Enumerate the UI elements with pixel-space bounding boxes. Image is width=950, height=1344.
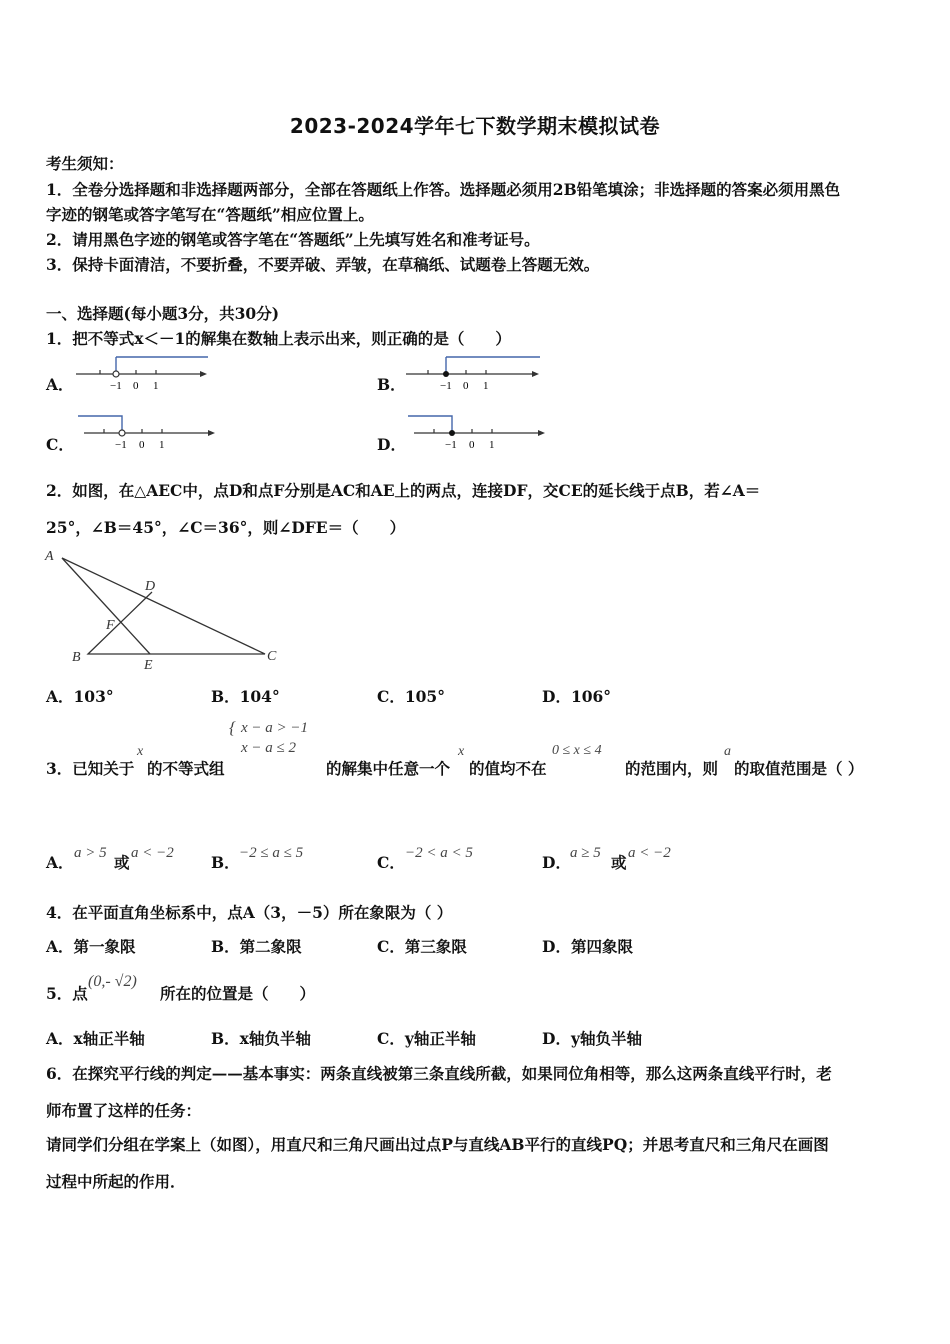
tick-label: 1 [153,380,159,392]
axis-arrow [208,430,215,436]
point-label: E [144,658,153,673]
q1-option-d-numberline [400,410,545,452]
closed-point [449,430,455,436]
q3-option-b-label: B． [211,853,240,872]
tick-label: −1 [440,380,452,392]
question-6-line: 请同学们分组在学案上（如图），用直尺和三角尺画出过点P与直线AB平行的直线PQ；并思考直尺和三角尺在画图 [46,1135,829,1154]
question-3-text: 的范围内，则 [625,759,719,778]
q2-triangle-figure [40,544,290,676]
solution-bracket [408,416,452,433]
q1-option-b-label: B． [377,375,406,394]
notice-item: 3．保持卡面清洁，不要折叠，不要弄破、弄皱，在草稿纸、试题卷上答题无效。 [46,255,600,274]
q3-option-a-part2: a < −2 [131,845,174,861]
q1-option-c-label: C． [46,435,74,454]
question-6-line: 6．在探究平行线的判定——基本事实：两条直线被第三条直线所截，如果同位角相等，那么这两条直线平行时，老 [46,1064,832,1083]
question-3-text: 的不等式组 [147,759,225,778]
q1-option-b-numberline [400,352,545,394]
axis-arrow [532,371,539,377]
section-heading: 一、选择题(每小题3分，共30分) [46,304,280,323]
question-2-stem: 25°，∠B＝45°，∠C＝36°，则∠DFE＝（ ） [46,518,406,537]
solution-bracket [78,416,122,433]
q3-option-d-part2: a < −2 [628,845,671,861]
notice-item: 字迹的钢笔或答字笔写在“答题纸”相应位置上。 [46,205,374,224]
q3-option-c-label: C． [377,853,405,872]
tick-label: 1 [159,439,165,451]
question-5-prefix: 5．点 [46,984,88,1003]
q3-option-d-or: 或 [611,853,627,872]
triangle-lines [62,558,265,654]
q4-option: D．第四象限 [542,937,633,956]
q3-option-b-part1: −2 ≤ a ≤ 5 [239,845,304,861]
q4-option: C．第三象限 [377,937,467,956]
q3-option-a-part1: a > 5 [74,845,107,861]
tick-label: −1 [445,439,457,451]
point-label: D [145,579,156,594]
open-point [113,371,119,377]
tick-label: 1 [483,380,489,392]
q3-system-line-1: x − a > −1 [241,720,309,736]
q3-option-c-part1: −2 < a < 5 [405,845,473,861]
point-label: F [106,618,115,633]
q5-option: C．y轴正半轴 [377,1029,476,1048]
q3-option-a-label: A． [46,853,74,872]
point-label: C [267,649,277,664]
notice-item: 1．全卷分选择题和非选择题两部分，全部在答题纸上作答。选择题必须用2B铅笔填涂；非选择题的答案必须用黑色 [46,180,841,199]
tick-label: −1 [115,439,127,451]
point-label: A [45,549,54,564]
q2-option: D．106° [542,687,612,706]
axis-arrow [200,371,207,377]
question-2-stem: 2．如图，在△AEC中，点D和点F分别是AC和AE上的两点，连接DF，交CE的延长线于点B，若∠A＝ [46,481,761,500]
tick-label: 0 [133,380,139,392]
q1-option-a-label: A． [46,375,74,394]
q5-option: A．x轴正半轴 [46,1029,145,1048]
q5-option: B．x轴负半轴 [211,1029,311,1048]
q1-option-a-numberline [70,352,215,394]
question-5-suffix: 所在的位置是（ ） [160,984,316,1003]
q2-option: A．103° [46,687,114,706]
tick-label: 0 [469,439,475,451]
tick-label: 0 [463,380,469,392]
q4-option: B．第二象限 [211,937,302,956]
q3-brace: { [229,718,236,737]
q5-point: (0,- √2) [88,973,137,990]
q5-option: D．y轴负半轴 [542,1029,642,1048]
q3-option-a-or: 或 [114,853,130,872]
solution-bracket [116,357,208,374]
q1-option-d-label: D． [377,435,406,454]
q3-system-line-2: x − a ≤ 2 [241,740,297,756]
q3-range: 0 ≤ x ≤ 4 [552,743,602,758]
open-point [119,430,125,436]
q1-option-c-numberline [70,410,215,452]
page-title: 2023-2024学年七下数学期末模拟试卷 [289,114,661,138]
q3-var-a: a [724,744,731,759]
q3-var-x: x [137,744,144,759]
point-label: B [72,650,81,665]
q4-option: A．第一象限 [46,937,136,956]
question-4-stem: 4．在平面直角坐标系中，点A（3，－5）所在象限为（ ） [46,903,453,922]
question-3-text: 的取值范围是（ ） [734,759,864,778]
notice-heading: 考生须知： [46,154,124,173]
solution-bracket [446,357,540,374]
question-3-text: 的值均不在 [469,759,547,778]
tick-label: 0 [139,439,145,451]
question-3-text: 的解集中任意一个 [326,759,451,778]
q2-option: C．105° [377,687,445,706]
notice-item: 2．请用黑色字迹的钢笔或答字笔在“答题纸”上先填写姓名和准考证号。 [46,230,540,249]
axis-arrow [538,430,545,436]
question-6-line: 过程中所起的作用． [46,1172,186,1191]
q3-var-x: x [458,744,465,759]
q3-option-d-label: D． [542,853,571,872]
question-1-stem: 1．把不等式x＜－1的解集在数轴上表示出来，则正确的是（ ） [46,329,511,348]
tick-label: 1 [489,439,495,451]
q2-option: B．104° [211,687,280,706]
question-6-line: 师布置了这样的任务： [46,1101,202,1120]
tick-label: −1 [110,380,122,392]
closed-point [443,371,449,377]
q3-option-d-part1: a ≥ 5 [570,845,601,861]
question-3-prefix: 3．已知关于 [46,759,135,778]
